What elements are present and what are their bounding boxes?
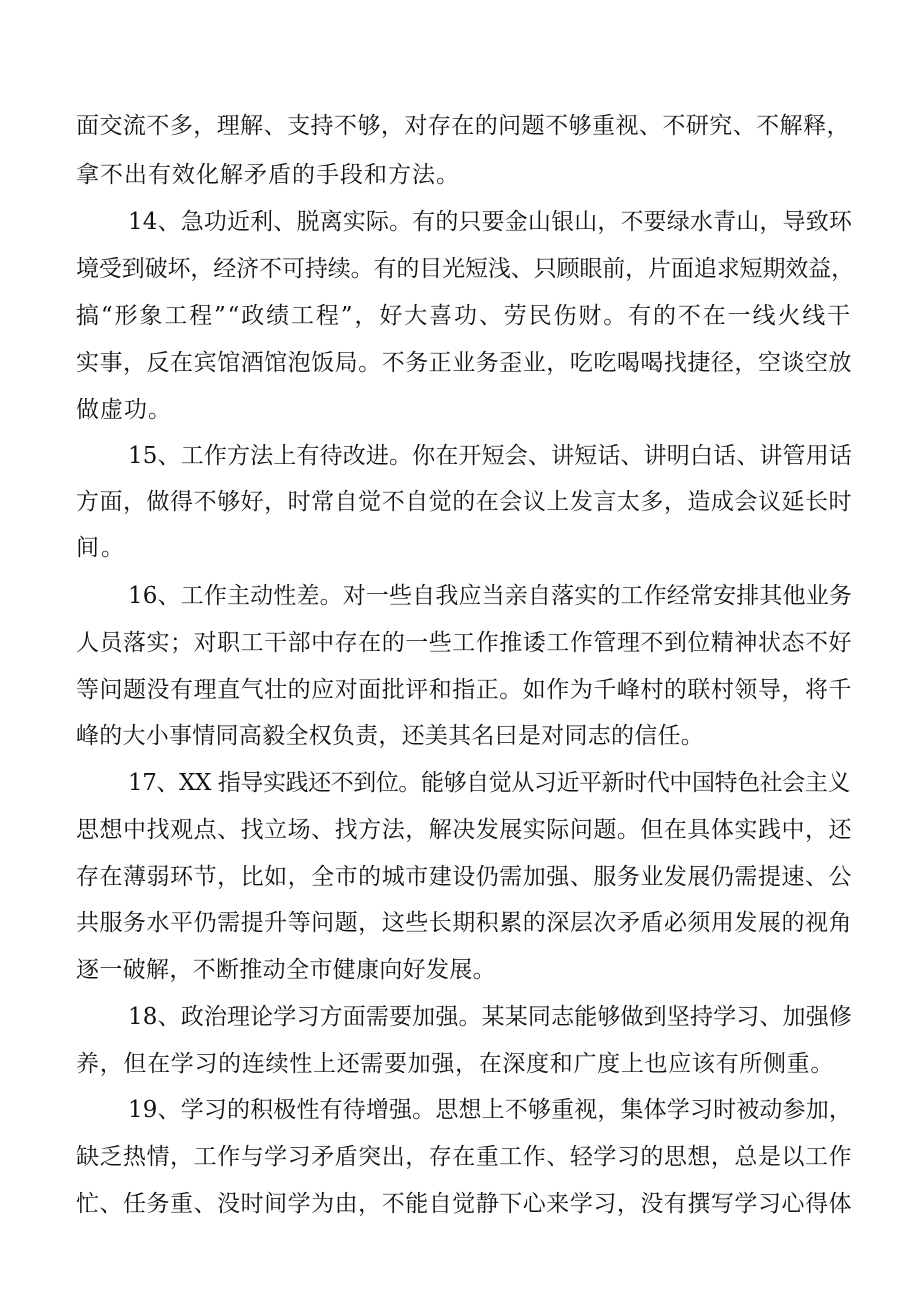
paragraph-19-first-line	[0, 1090, 920, 1130]
line-text: 拿不出有效化解矛盾的手段和方法。	[76, 162, 460, 188]
line-text: 19、学习的积极性有待增强。思想上不够重视，集体学习时被动参加，	[128, 1097, 852, 1123]
text-line	[0, 1044, 920, 1084]
text-line	[0, 390, 920, 430]
text-line	[0, 1137, 920, 1177]
line-text: 忙、任务重、没时间学为由，不能自觉静下心来学习，没有撰写学习心得体	[76, 1191, 852, 1217]
line-text: 峰的大小事情同高毅全权负责，还美其名曰是对同志的信任。	[76, 723, 704, 749]
line-text: 做虚功。	[76, 397, 172, 423]
text-line	[0, 950, 920, 990]
line-text: 实事，反在宾馆酒馆泡饭局。不务正业务歪业，吃吃喝喝找捷径，空谈空放	[76, 350, 852, 376]
line-text: 存在薄弱环节，比如，全市的城市建设仍需加强、服务业发展仍需提速、公	[76, 864, 852, 890]
text-line	[0, 343, 920, 383]
paragraph-15-first-line	[0, 436, 920, 476]
line-text: 逐一破解，不断推动全市健康向好发展。	[76, 957, 496, 983]
line-text: 17、XX 指导实践还不到位。能够自觉从习近平新时代中国特色社会主义	[128, 770, 850, 796]
line-text: 等问题没有理直气壮的应对面批评和指正。如作为千峰村的联村领导，将千	[76, 677, 852, 703]
line-text: 境受到破坏，经济不可持续。有的目光短浅、只顾眼前，片面追求短期效益，	[76, 256, 855, 282]
line-text: 面交流不多，理解、支持不够，对存在的问题不够重视、不研究、不解释，	[76, 113, 850, 139]
text-line	[0, 296, 920, 336]
line-text: 14、急功近利、脱离实际。有的只要金山银山，不要绿水青山，导致环	[128, 209, 852, 235]
text-line	[0, 482, 920, 522]
text-line	[0, 249, 920, 289]
text-line	[0, 857, 920, 897]
line-text: 人员落实；对职工干部中存在的一些工作推诿工作管理不到位精神状态不好	[76, 630, 852, 656]
line-text: 搞“形象工程”“政绩工程”，好大喜功、劳民伤财。有的不在一线火线干	[76, 303, 852, 329]
line-text: 共服务水平仍需提升等问题，这些长期积累的深层次矛盾必须用发展的视角	[76, 910, 852, 936]
paragraph-14-first-line	[0, 202, 920, 242]
line-text: 方面，做得不够好，时常自觉不自觉的在会议上发言太多，造成会议延长时	[76, 489, 852, 515]
line-text: 15、工作方法上有待改进。你在开短会、讲短话、讲明白话、讲管用话	[128, 443, 852, 469]
paragraph-17-first-line	[0, 763, 920, 803]
text-line	[0, 810, 920, 850]
text-line	[0, 155, 920, 195]
line-text: 间。	[76, 535, 126, 561]
text-line	[0, 1184, 920, 1224]
text-line	[0, 623, 920, 663]
line-text: 缺乏热情，工作与学习矛盾突出，存在重工作、轻学习的思想，总是以工作	[76, 1144, 852, 1170]
line-text: 16、工作主动性差。对一些自我应当亲自落实的工作经常安排其他业务	[128, 583, 852, 609]
paragraph-18-first-line	[0, 997, 920, 1037]
line-text: 18、政治理论学习方面需要加强。某某同志能够做到坚持学习、加强修	[128, 1004, 852, 1030]
line-text: 思想中找观点、找立场、找方法，解决发展实际问题。但在具体实践中，还	[76, 817, 852, 843]
text-line	[0, 670, 920, 710]
text-line	[0, 106, 920, 146]
line-text: 养，但在学习的连续性上还需要加强，在深度和广度上也应该有所侧重。	[76, 1051, 834, 1077]
paragraph-16-first-line	[0, 576, 920, 616]
text-line	[0, 528, 920, 568]
text-line	[0, 716, 920, 756]
text-line	[0, 903, 920, 943]
